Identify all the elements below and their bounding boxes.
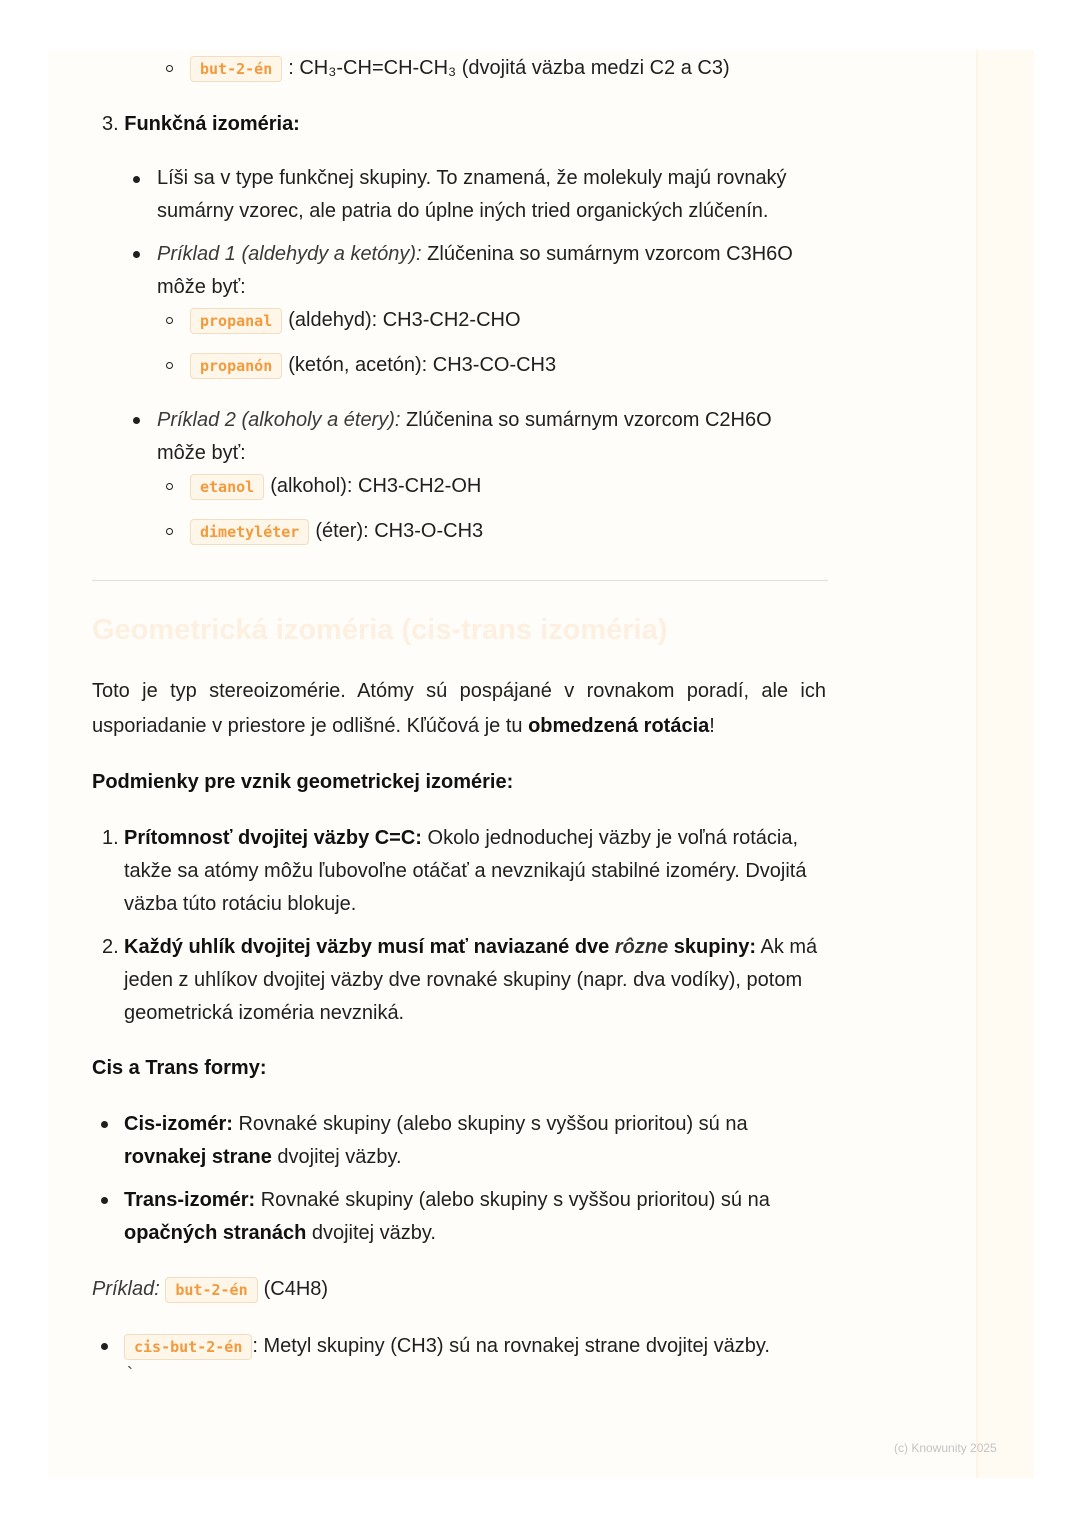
list-item (190, 470, 481, 504)
code-chip: but-2-én (165, 1277, 257, 1303)
list-item (190, 304, 521, 338)
bullet-dot (101, 1121, 108, 1128)
code-chip: but-2-én (190, 56, 282, 82)
intro-text: Toto je typ stereoizomérie. Atómy sú pospájané v rovnakom poradí, ale ich usporiadanie v priestore je odlišné. Kľúčová je tu (92, 680, 826, 737)
condition-bold-italic: rôzne (614, 936, 669, 958)
list-item (190, 349, 556, 383)
example-text: môže byť: (157, 276, 246, 298)
condition-bold: Každý uhlík dvojitej väzby musí mať naviazané dve (124, 936, 610, 958)
term-bold: opačných stranách (124, 1222, 307, 1244)
example-1 (157, 238, 793, 304)
code-chip: etanol (190, 474, 264, 500)
cis-definition (124, 1108, 824, 1174)
bullet-dot (101, 1197, 108, 1204)
condition-2 (124, 931, 824, 1030)
bullet-dot (133, 251, 140, 258)
functional-heading-row (102, 108, 300, 141)
condition-bold: Prítomnosť dvojitej väzby C=C: (124, 827, 422, 849)
code-chip: propanal (190, 308, 282, 334)
item-text: (ketón, acetón): CH3-CO-CH3 (288, 354, 557, 376)
circle-bullet (166, 317, 173, 324)
circle-bullet (166, 483, 173, 490)
list-item (190, 515, 483, 549)
example-text: Zlúčenina so sumárnym vzorcom C2H6O (406, 409, 772, 431)
condition-number-1: 1. (102, 827, 119, 849)
definition-text: Rovnaké skupiny (alebo skupiny s vyššou prioritou) sú na (260, 1189, 770, 1211)
heading-text: Podmienky pre vznik geometrickej izomérie: (92, 771, 514, 793)
circle-bullet (166, 528, 173, 535)
bullet-dot (133, 176, 140, 183)
item-text: (éter): CH3-O-CH3 (315, 520, 484, 542)
formula-text: (C4H8) (263, 1278, 329, 1300)
list-item-but-2-en (190, 52, 730, 86)
functional-heading: Funkčná izoméria: (124, 113, 300, 135)
example-row (92, 1273, 328, 1307)
condition-text: Okolo jednoduchej väzby je voľná rotácia, takže sa atómy môžu ľubovoľne otáčať a nevznikajú stabilné izoméry. Dvojitá väzba túto rotáciu blokuje. (124, 827, 807, 915)
circle-bullet (166, 362, 173, 369)
list-number: 3. (102, 113, 119, 135)
term-bold: Trans-izomér: (124, 1189, 256, 1211)
cis-example-item (124, 1330, 770, 1364)
code-chip: dimetyléter (190, 519, 309, 545)
bullet-dot (101, 1343, 108, 1350)
condition-text: Ak má jeden z uhlíkov dvojitej väzby dve rovnaké skupiny (napr. dva vodíky), potom geometrická izoméria nevzniká. (124, 936, 818, 1024)
circle-bullet (166, 65, 173, 72)
section-divider (92, 580, 828, 581)
copyright-footer: (c) Knowunity 2025 (894, 1441, 997, 1455)
intro-bold: obmedzená rotácia (528, 715, 710, 737)
example-text: môže byť: (157, 442, 246, 464)
condition-bold: skupiny: (673, 936, 757, 958)
definition-text: dvojitej väzby. (277, 1146, 402, 1168)
item-text: (alkohol): CH3-CH2-OH (270, 475, 482, 497)
formula-text: : CH₃-CH=CH-CH₃ (dvojitá väzba medzi C2 a C3) (288, 57, 730, 79)
conditions-heading (92, 766, 513, 799)
definition-text: dvojitej väzby. (311, 1222, 436, 1244)
definition-text: Rovnaké skupiny (alebo skupiny s vyššou prioritou) sú na (238, 1113, 748, 1135)
term-bold: Cis-izomér: (124, 1113, 233, 1135)
stray-character: ` (127, 1364, 133, 1384)
intro-end: ! (709, 715, 715, 737)
item-text: : Metyl skupiny (CH3) sú na rovnakej strane dvojitej väzby. (252, 1335, 770, 1357)
condition-number-2: 2. (102, 936, 119, 958)
example-label: Príklad: (92, 1278, 160, 1300)
term-bold: rovnakej strane (124, 1146, 272, 1168)
functional-description (157, 162, 787, 228)
text-line: Líši sa v type funkčnej skupiny. To znamená, že molekuly majú rovnaký (157, 167, 787, 189)
text-line: sumárny vzorec, ale patria do úplne iných tried organických zlúčenín. (157, 200, 769, 222)
condition-1 (124, 822, 828, 921)
item-text: (aldehyd): CH3-CH2-CHO (288, 309, 521, 331)
forms-heading (92, 1052, 267, 1085)
example-label: Príklad 1 (aldehydy a ketóny): (157, 243, 422, 265)
heading-text: Cis a Trans formy: (92, 1057, 267, 1079)
code-chip: propanón (190, 353, 282, 379)
example-label: Príklad 2 (alkoholy a étery): (157, 409, 401, 431)
section-intro (92, 674, 826, 744)
section-title: Geometrická izoméria (cis-trans izoméria) (92, 614, 668, 646)
page-right-strip (976, 50, 1034, 1478)
example-2 (157, 404, 772, 470)
trans-definition (124, 1184, 824, 1250)
example-text: Zlúčenina so sumárnym vzorcom C3H6O (427, 243, 793, 265)
bullet-dot (133, 417, 140, 424)
code-chip: cis-but-2-én (124, 1334, 252, 1360)
